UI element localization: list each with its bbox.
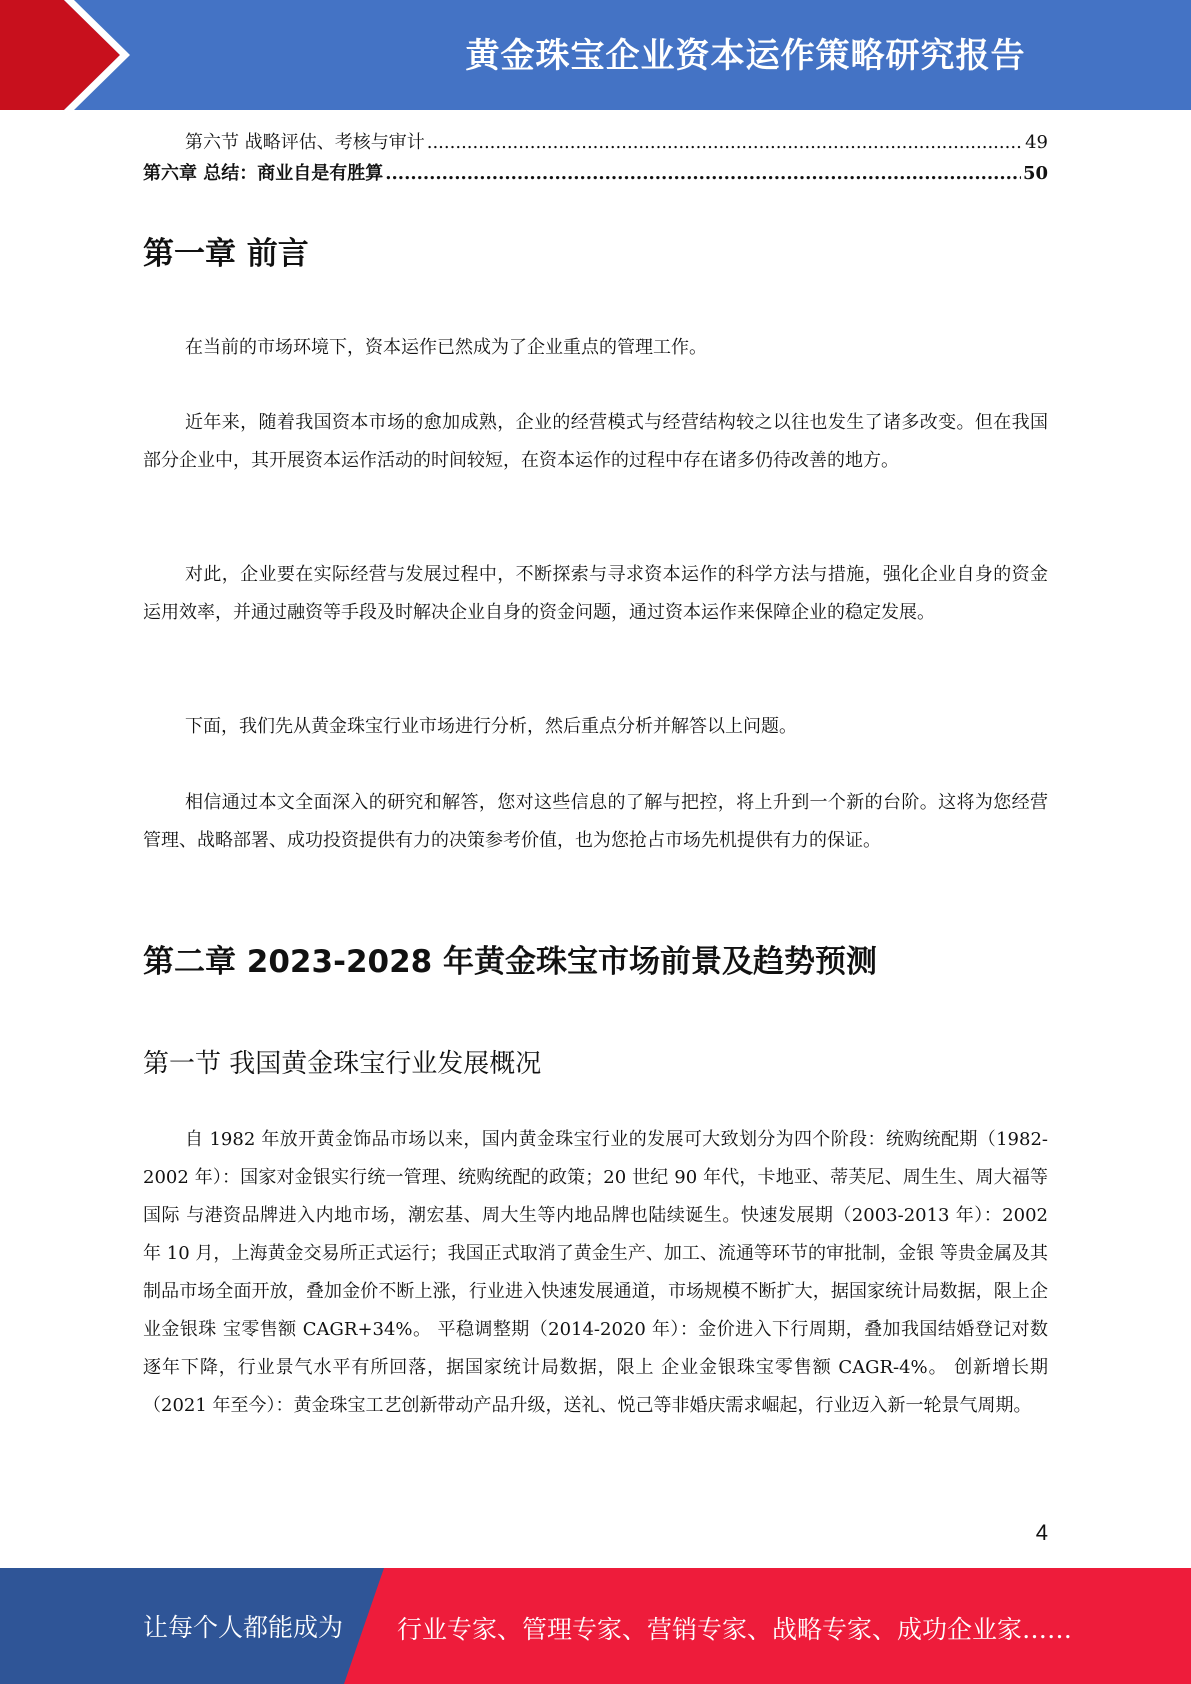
chapter-2-title: 第二章 2023-2028 年黄金珠宝市场前景及趋势预测	[143, 944, 878, 980]
section-1-paragraph: 自 1982 年放开黄金饰品市场以来，国内黄金珠宝行业的发展可大致划分为四个阶段：统购统配期（1982-2002 年）：国家对金银实行统一管理、统购统配的政策；20 世纪 90 年代，卡地亚、蒂芙尼、周生生、周大福等国际 与港资品牌进入内地市场，潮宏基、周大生等内地品牌也陆续诞生。快速发展期（2003-2013 年）：2002 年 10 月，上海黄金交易所正式运行；我国正式取消了黄金生产、加工、流通等环节的审批制，金银 等贵金属及其制品市场全面开放，叠加金价不断上涨，行业进入快速发展通道，市场规模不断扩大，据国家统计局数据，限上企业金银珠 宝零售额 CAGR+34%。 平稳调整期（2014-2020 年）：金价进入下行周期，叠加我国结婚登记对数逐年下降，行业景气水平有所回落，据国家统计局数据，限上 企业金银珠宝零售额 CAGR-4%。 创新增长期（2021 年至今）：黄金珠宝工艺创新带动产品升级，送礼、悦己等非婚庆需求崛起，行业迈入新一轮景气周期。	[143, 1129, 1048, 1416]
footer-slogan-right: 行业专家、管理专家、营销专家、战略专家、成功企业家……	[397, 1615, 1073, 1644]
toc-entry-label: 第六章 总结：商业自是有胜算	[143, 163, 384, 184]
footer-slogan-left: 让每个人都能成为	[143, 1613, 344, 1642]
chapter-1-title: 第一章 前言	[143, 236, 309, 272]
report-title: 黄金珠宝企业资本运作策略研究报告	[465, 36, 1026, 76]
chapter-1-paragraph: 相信通过本文全面深入的研究和解答，您对这些信息的了解与把控，将上升到一个新的台阶。这将为您经营管理、战略部署、成功投资提供有力的决策参考价值，也为您抢占市场先机提供有力的保证。	[143, 792, 1048, 851]
header-banner	[0, 0, 1191, 110]
toc-leader	[427, 131, 1023, 155]
toc-entry[interactable]	[143, 162, 1048, 186]
toc-entry[interactable]	[185, 131, 1048, 155]
section-1-title: 第一节 我国黄金珠宝行业发展概况	[143, 1049, 542, 1079]
toc-entry-page: 50	[1022, 163, 1048, 184]
chapter-1-paragraph: 下面，我们先从黄金珠宝行业市场进行分析，然后重点分析并解答以上问题。	[185, 716, 797, 737]
toc-leader	[385, 162, 1021, 186]
chapter-1-paragraph: 近年来，随着我国资本市场的愈加成熟，企业的经营模式与经营结构较之以往也发生了诸多改变。但在我国部分企业中，其开展资本运作活动的时间较短，在资本运作的过程中存在诸多仍待改善的地方。	[143, 412, 1048, 471]
chapter-1-paragraph: 在当前的市场环境下，资本运作已然成为了企业重点的管理工作。	[185, 337, 707, 358]
chapter-1-paragraph: 对此，企业要在实际经营与发展过程中，不断探索与寻求资本运作的科学方法与措施，强化企业自身的资金运用效率，并通过融资等手段及时解决企业自身的资金问题，通过资本运作来保障企业的稳定发展。	[143, 564, 1048, 623]
footer-banner	[0, 1568, 1191, 1684]
header-chevron-decoration	[0, 0, 160, 110]
toc-entry-page: 49	[1025, 132, 1048, 153]
page-number: 4	[1035, 1520, 1048, 1545]
toc-entry-label: 第六节 战略评估、考核与审计	[185, 132, 425, 153]
